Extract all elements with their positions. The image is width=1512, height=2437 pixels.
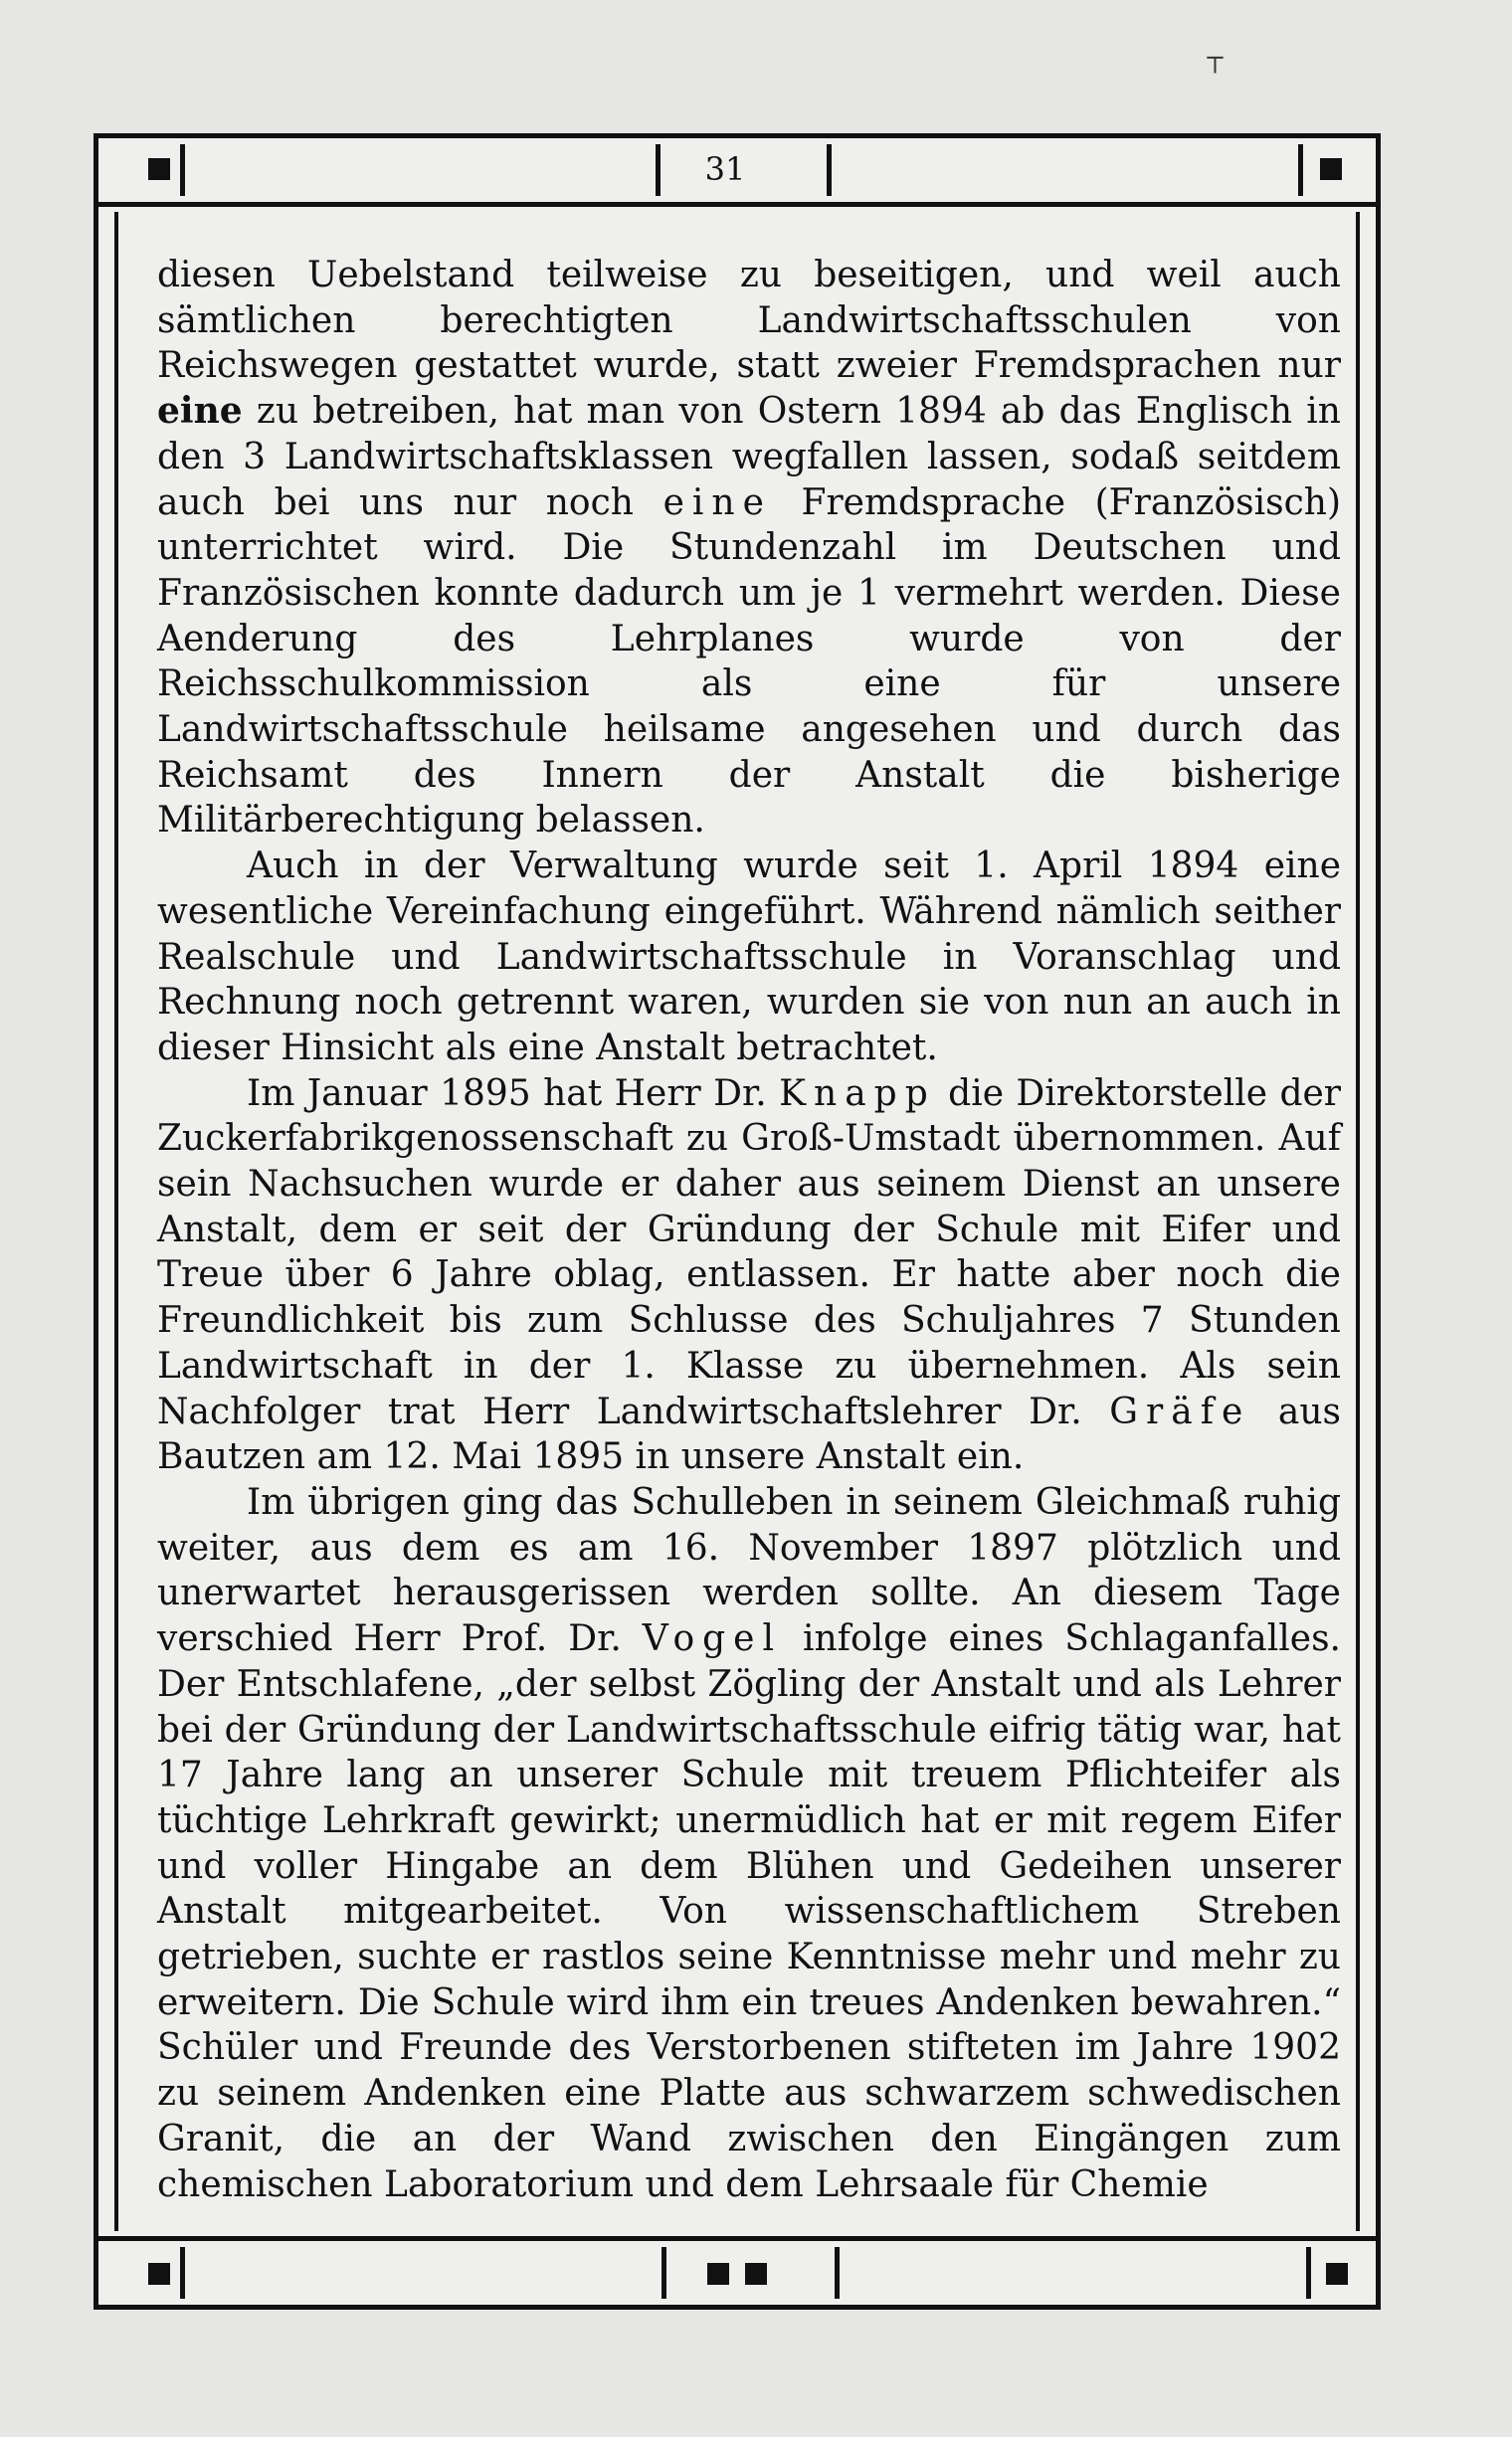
ornament-square-icon: [148, 158, 170, 180]
divider: [1306, 2247, 1311, 2299]
ornament-square-icon: [707, 2263, 729, 2285]
spaced-text: Knapp: [779, 1072, 936, 1114]
ornament-square-icon: [1320, 158, 1342, 180]
text-run: zu betreiben, hat man von Ostern 1894 ab das Englisch in den 3 Landwirtschaftsklassen wegfallen lassen, sodaß seitdem auch bei uns nur noch: [157, 391, 1341, 523]
divider: [835, 2247, 840, 2299]
page-number: 31: [704, 150, 746, 188]
text-run: Fremdsprache (Französisch) unterrichtet wird. Die Stundenzahl im Deutschen und Französischen konnte dadurch um je 1 vermehrt werden. Diese Aenderung des Lehrplanes wurde von der Reichsschulkommission als eine für unsere Landwirtschaftsschule heilsame angesehen und durch das Reichsamt des Innern der Anstalt die bisherige Militärberechtigung belassen.: [157, 481, 1341, 842]
ornament-square-icon: [148, 2263, 170, 2285]
text-run: die Direktorstelle der Zuckerfabrikgenossenschaft zu Groß-Umstadt übernommen. Auf sein Nachsuchen wurde er daher aus seinem Dienst an unsere Anstalt, dem er seit der Gründung der Schule mit Eifer und Treue über 6 Jahre oblag, entlassen. Er hatte aber noch die Freundlichkeit bis zum Schlusse des Schuljahres 7 Stunden Landwirtschaft in der 1. Klasse zu übernehmen. Als sein Nachfolger trat Herr Landwirtschaftslehrer Dr.: [157, 1072, 1341, 1432]
paragraph: [157, 844, 1341, 1071]
spaced-text: Vogel: [642, 1618, 782, 1660]
ornament-square-icon: [745, 2263, 767, 2285]
paragraph: [157, 253, 1341, 844]
divider: [180, 2247, 185, 2299]
divider: [662, 2247, 666, 2299]
paragraph: [157, 1480, 1341, 2207]
footer-bar: [98, 2236, 1376, 2305]
body-text: [157, 253, 1342, 2205]
text-run: diesen Uebelstand teilweise zu beseitigen, und weil auch sämtlichen berechtigten Landwirtschaftsschulen von Reichswegen gestattet wurde, statt zweier Fremdsprachen nur: [157, 255, 1341, 387]
text-run: Auch in der Verwaltung wurde seit 1. April 1894 eine wesentliche Vereinfachung eingeführt. Während nämlich seither Realschule und Landwirtschaftsschule in Voranschlag und Rechnung noch getrennt waren, wurden sie von nun an auch in dieser Hinsicht als eine Anstalt betrachtet.: [157, 845, 1341, 1068]
spaced-text: eine: [662, 481, 772, 523]
divider: [827, 144, 832, 196]
text-run: Im übrigen ging das Schulleben in seinem Gleichmaß ruhig weiter, aus dem es am 16. November 1897 plötzlich und unerwartet herausgerissen werden sollte. An diesem Tage verschied Herr Prof. Dr.: [157, 1481, 1341, 1660]
text-run: Im Januar 1895 hat Herr Dr.: [247, 1072, 780, 1114]
text-run: infolge eines Schlaganfalles. Der Entschlafene, „der selbst Zögling der Anstalt und als Lehrer bei der Gründung der Landwirtschaftsschule eifrig tätig war, hat 17 Jahre lang an unserer Schule mit treuem Pflichteifer als tüchtige Lehrkraft gewirkt; unermüdlich hat er mit regem Eifer und voller Hingabe an dem Blühen und Gedeihen unserer Anstalt mitgearbeitet. Von wissenschaftlichem Streben getrieben, suchte er rastlos seine Kenntnisse mehr und mehr zu erweitern. Die Schule wird ihm ein treues Andenken bewahren.“ Schüler und Freunde des Verstorbenen stifteten im Jahre 1902 zu seinem Andenken eine Platte aus schwarzem schwedischen Granit, die an der Wand zwischen den Eingängen zum chemischen Laboratorium und dem Lehrsaale für Chemie: [157, 1618, 1342, 2205]
text-run: aus Bautzen am 12. Mai 1895 in unsere Anstalt ein.: [157, 1391, 1341, 1478]
spaced-text: Gräfe: [1109, 1391, 1251, 1432]
header-bar: [98, 138, 1376, 207]
ornament-square-icon: [1326, 2263, 1348, 2285]
paragraph: [157, 1071, 1341, 1480]
divider: [1298, 144, 1303, 196]
bold-text: eine: [157, 390, 243, 433]
divider: [180, 144, 185, 196]
corner-mark: ⸆: [1206, 49, 1226, 93]
